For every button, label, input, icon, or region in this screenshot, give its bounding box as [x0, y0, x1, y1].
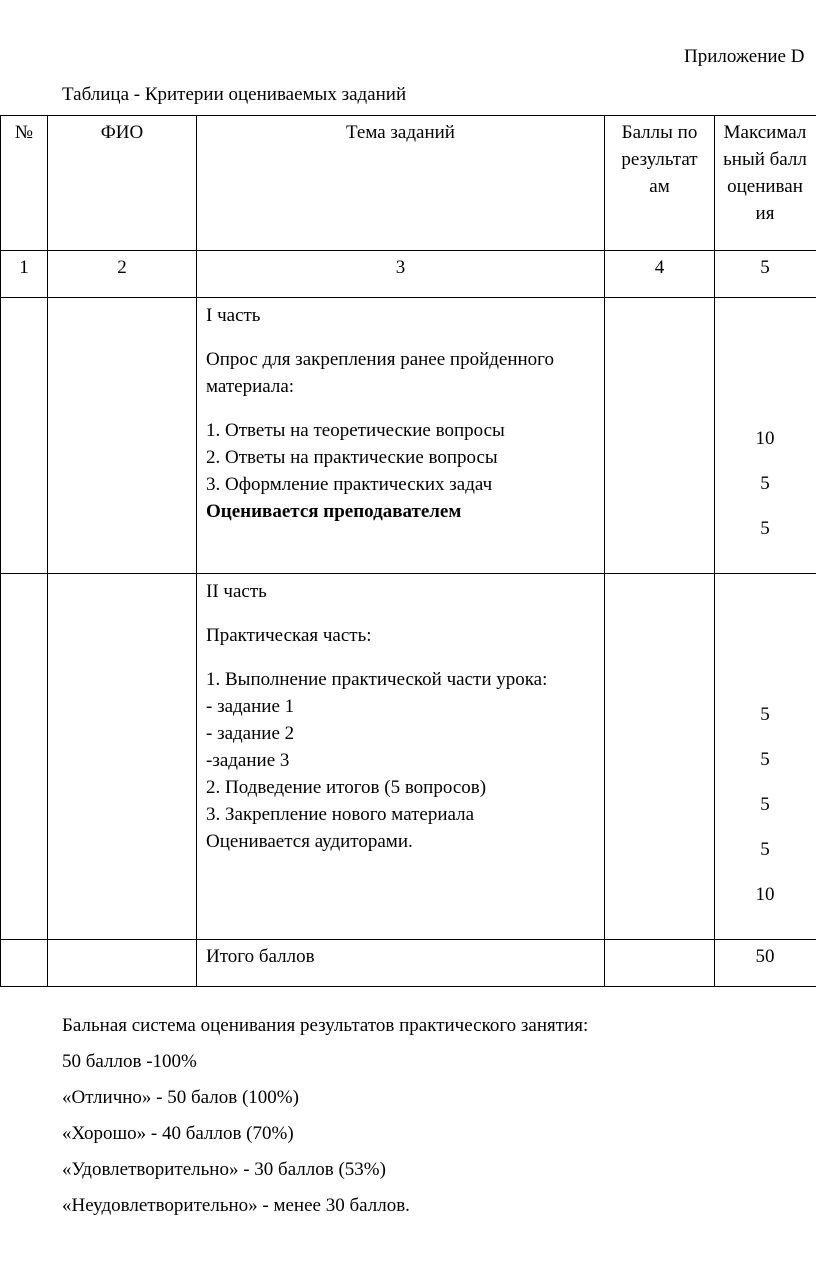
part2-evaluator: Оценивается аудиторами. [206, 831, 413, 852]
total-value: 50 [755, 946, 775, 967]
part1-item: 1. Ответы на теоретические вопросы [206, 420, 505, 441]
header-max-line: оцениван [727, 176, 803, 197]
max-score: 5 [760, 518, 770, 539]
part1-item: 2. Ответы на практические вопросы [206, 447, 498, 468]
grading-system [62, 1012, 588, 1228]
part2-item: -задание 3 [206, 750, 290, 771]
max-score: 5 [760, 794, 770, 815]
appendix-label: Приложение D [684, 46, 805, 67]
part1-row [1, 298, 816, 574]
table-header-row [1, 116, 816, 251]
grading-line: «Отлично» - 50 балов (100%) [62, 1087, 299, 1108]
grading-line: «Хорошо» - 40 баллов (70%) [62, 1123, 294, 1144]
header-max-line: ьный балл [723, 149, 807, 170]
table-title: Таблица - Критерии оцениваемых заданий [62, 84, 407, 105]
grading-line: 50 баллов -100% [62, 1051, 197, 1072]
header-max-line: Максимал [723, 122, 807, 143]
part1-subtitle: Опрос для закрепления ранее пройденного [206, 349, 555, 370]
grading-line: «Удовлетворительно» - 30 баллов (53%) [62, 1159, 386, 1180]
part1-title: I часть [206, 305, 261, 326]
max-score: 10 [755, 884, 775, 905]
part1-evaluator: Оценивается преподавателем [206, 501, 462, 522]
header-max-line: ия [755, 203, 775, 224]
part1-subtitle: материала: [206, 376, 295, 397]
part2-topic [197, 574, 605, 940]
grading-line: «Неудовлетворительно» - менее 30 баллов. [62, 1195, 410, 1216]
grading-line: Бальная система оценивания результатов практического занятия: [62, 1015, 589, 1036]
header-points-line: результат [621, 149, 698, 170]
part1-item: 3. Оформление практических задач [206, 474, 493, 495]
column-number-row [1, 251, 816, 298]
header-points-line: ам [649, 176, 670, 197]
part1-topic [197, 298, 605, 574]
max-score: 5 [760, 704, 770, 725]
total-label: Итого баллов [197, 940, 605, 987]
col-number: 3 [197, 251, 605, 298]
part2-item: 1. Выполнение практической части урока: [206, 669, 548, 690]
max-score: 10 [755, 428, 775, 449]
col-number: 4 [605, 251, 715, 298]
max-score: 5 [760, 749, 770, 770]
header-topic: Тема заданий [197, 116, 605, 251]
total-row [1, 940, 816, 987]
criteria-table [0, 115, 816, 987]
part2-item: - задание 1 [206, 696, 295, 717]
col-number-cell [715, 251, 816, 298]
header-points-line: Баллы по [621, 122, 698, 143]
header-num: № [1, 116, 48, 251]
part2-max-scores [715, 574, 816, 940]
total-value-cell [715, 940, 816, 987]
part2-row [1, 574, 816, 940]
header-max [715, 116, 816, 251]
part2-title: II часть [206, 581, 267, 602]
col-number: 5 [760, 257, 770, 278]
part2-item: - задание 2 [206, 723, 295, 744]
max-score: 5 [760, 839, 770, 860]
part1-max-scores [715, 298, 816, 574]
part2-item: 2. Подведение итогов (5 вопросов) [206, 777, 487, 798]
col-number: 1 [1, 251, 48, 298]
max-score: 5 [760, 473, 770, 494]
header-fio: ФИО [48, 116, 197, 251]
header-points [605, 116, 715, 251]
part2-subtitle: Практическая часть: [206, 625, 372, 646]
col-number: 2 [48, 251, 197, 298]
part2-item: 3. Закрепление нового материала [206, 804, 475, 825]
